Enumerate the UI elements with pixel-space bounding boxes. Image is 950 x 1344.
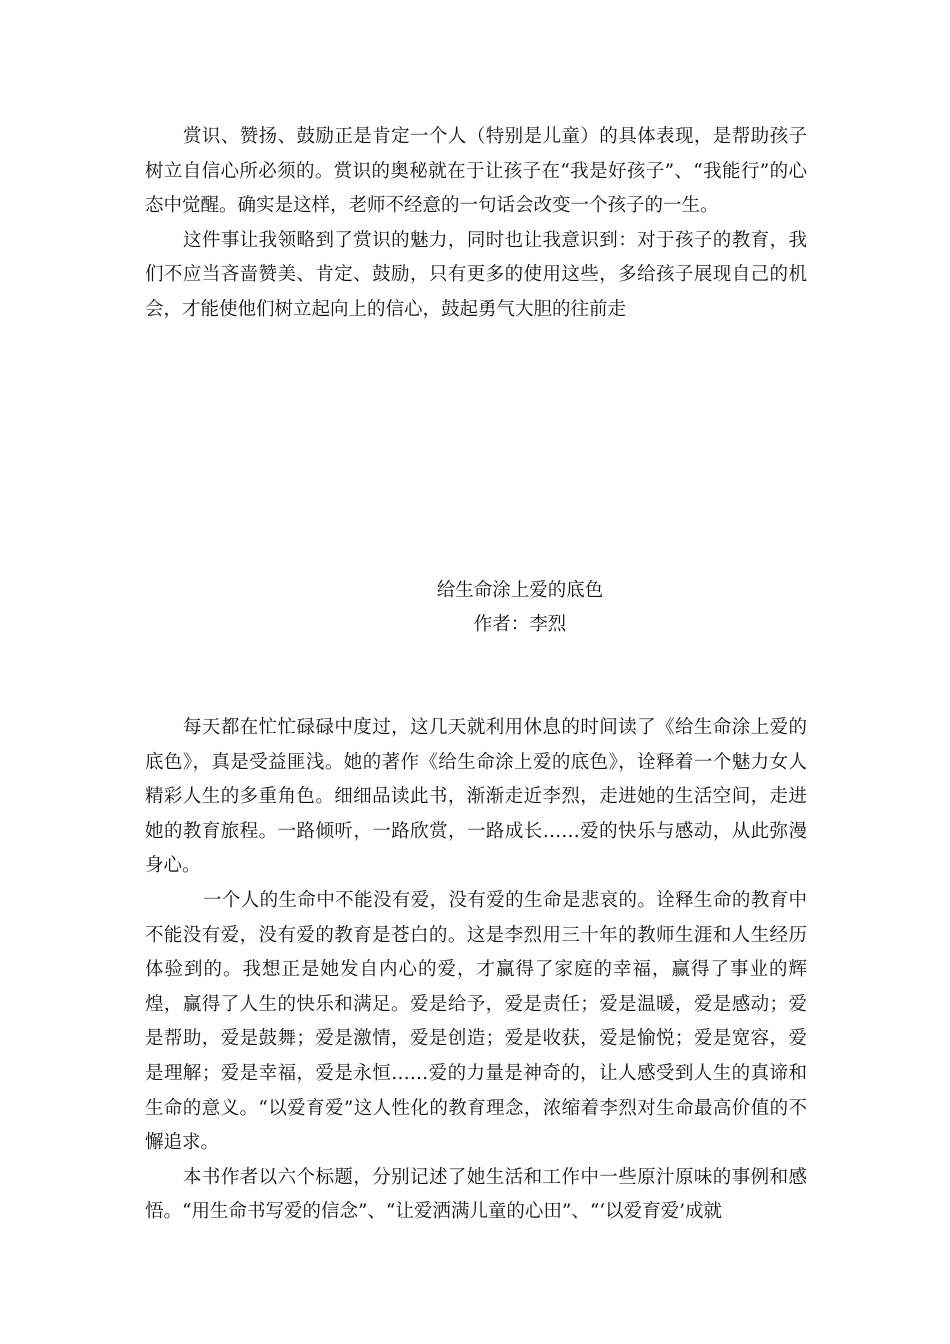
paragraph: 这件事让我领略到了赏识的魅力，同时也让我意识到：对于孩子的教育，我们不应当吝啬赞美、肯定、鼓励，只有更多的使用这些，多给孩子展现自己的机会，才能使他们树立起向上的信心，鼓起勇气大胆的往前走: [145, 229, 807, 320]
article-title: 给生命涂上爱的底色: [436, 580, 604, 601]
top-text-section: [145, 120, 807, 328]
paragraph: 每天都在忙忙碌碌中度过，这几天就利用休息的时间读了《给生命涂上爱的底色》，真是受益匪浅。她的著作《给生命涂上爱的底色》，诠释着一个魅力女人精彩人生的多重角色。细细品读此书，渐渐走近李烈，走进她的生活空间，走进她的教育旅程。一路倾听，一路欣赏，一路成长……爱的快乐与感动，从此弥漫身心。: [145, 717, 807, 877]
paragraph: 本书作者以六个标题，分别记述了她生活和工作中一些原汁原味的事例和感悟。“用生命书写爱的信念”、“让爱洒满儿童的心田”、“‘以爱育爱’成就: [145, 1166, 807, 1223]
article-author: 作者：李烈: [473, 614, 567, 635]
article-body: [145, 711, 807, 1230]
paragraph: 一个人的生命中不能没有爱，没有爱的生命是悲哀的。诠释生命的教育中不能没有爱，没有爱的教育是苍白的。这是李烈用三十年的教师生涯和人生经历体验到的。我想正是她发自内心的爱，才赢得了家庭的幸福，赢得了事业的辉煌，赢得了人生的快乐和满足。爱是给予，爱是责任；爱是温暖，爱是感动；爱是帮助，爱是鼓舞；爱是激情，爱是创造；爱是收获，爱是愉悦；爱是宽容，爱是理解；爱是幸福，爱是永恒……爱的力量是神奇的，让人感受到人生的真谛和生命的意义。“以爱育爱”这人性化的教育理念，浓缩着李烈对生命最高价值的不懈追求。: [145, 889, 807, 1154]
paragraph: 赏识、赞扬、鼓励正是肯定一个人（特别是儿童）的具体表现，是帮助孩子树立自信心所必须的。赏识的奥秘就在于让孩子在“我是好孩子”、“我能行”的心态中觉醒。确实是这样，老师不经意的一句话会改变一个孩子的一生。: [145, 126, 807, 217]
article-heading: [420, 574, 620, 642]
